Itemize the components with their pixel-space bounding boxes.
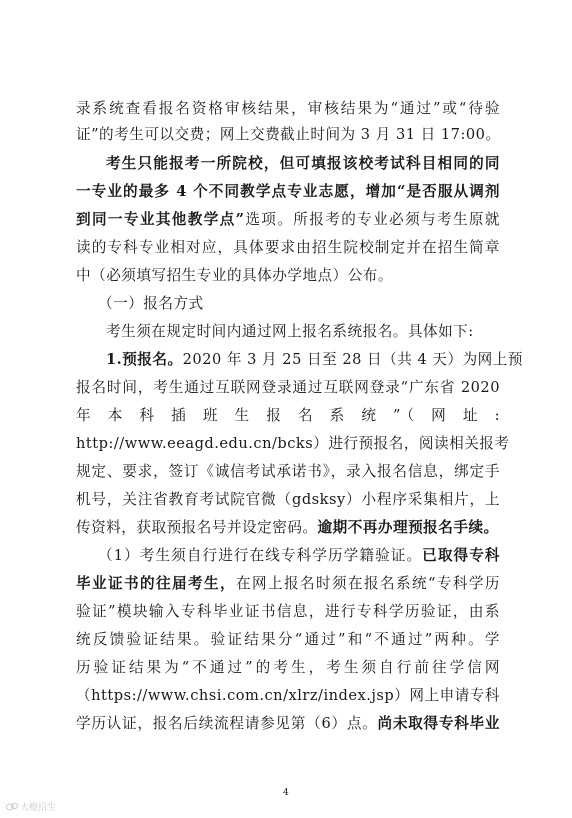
watermark bbox=[6, 800, 56, 813]
text-segment: 机号，关注省教育考试院官微（gdsksy）小程序采集相片，上 bbox=[76, 491, 500, 508]
text-segment: 读的专科专业相对应，具体要求由招生院校制定并在招生简章 bbox=[76, 239, 500, 256]
text-segment: （一）报名方式 bbox=[98, 295, 204, 312]
watermark-text: 大橙招生 bbox=[20, 803, 57, 813]
text-segment: 考生须在规定时间内通过网上报名系统报名。具体如下: bbox=[106, 323, 474, 340]
text-segment: 录系统查看报名资格审核结果，审核结果为“通过”或“待验 bbox=[76, 100, 500, 117]
section-heading bbox=[98, 297, 204, 312]
text-segment: http://www.eeagd.edu.cn/bcks）进行预报名，阅读相关报考 bbox=[76, 435, 510, 452]
text-segment: 规定、要求，签订《诚信考试承诺书》，录入报名信息，绑定手 bbox=[76, 463, 500, 480]
text-line bbox=[106, 325, 474, 340]
text-line bbox=[76, 128, 501, 143]
text-segment: （1）考生须自行进行在线专科学历学籍验证。 bbox=[98, 547, 423, 564]
text-line bbox=[76, 241, 500, 256]
watermark-logo-icon bbox=[6, 802, 18, 811]
url-line bbox=[76, 689, 500, 704]
text-segment: 历验证结果为“不通过”的考生，考生须自行前往学信网 bbox=[76, 659, 500, 676]
text-segment: 中（必须填写招生专业的具体办学地点）公布。 bbox=[76, 267, 393, 284]
text-line bbox=[76, 633, 500, 648]
text-segment: 统反馈验证结果。验证结果分“通过”和“不通过”两种。学 bbox=[76, 631, 500, 648]
bold-segment: 1.预报名。 bbox=[106, 351, 183, 368]
url-line bbox=[76, 435, 510, 452]
text-line bbox=[106, 351, 523, 368]
text-line bbox=[76, 102, 500, 117]
text-segment: 年 本 科 插 班 生 报 名 系 统 ”（ 网 址 : bbox=[76, 407, 500, 424]
bold-segment: 到同一专业其他教学点” bbox=[76, 211, 245, 228]
text-segment: 验证”模块输入专科毕业证书信息，进行专科学历验证，由系 bbox=[76, 603, 500, 620]
text-line bbox=[76, 185, 500, 200]
text-line bbox=[76, 493, 500, 508]
text-segment: 在网上报名时须在报名系统“专科学历 bbox=[236, 575, 500, 592]
text-segment: 2020 年 3 月 25 日至 28 日（共 4 天）为网上预 bbox=[182, 351, 523, 368]
text-line bbox=[76, 521, 499, 536]
bold-segment: 毕业证书的往届考生， bbox=[76, 575, 237, 592]
bold-segment: 逾期不再办理预报名手续。 bbox=[317, 519, 499, 536]
bold-segment: 已取得专科 bbox=[422, 547, 500, 564]
text-segment: 传资料，获取预报名号并设定密码。 bbox=[76, 519, 318, 536]
text-segment: （https://www.chsi.com.cn/xlrz/index.jsp）网上申请专科 bbox=[76, 687, 500, 704]
text-line bbox=[98, 549, 500, 564]
bold-segment: 考生只能报考一所院校，但可填报该校考试科目相同的同 bbox=[106, 155, 500, 172]
text-line bbox=[76, 269, 393, 284]
text-line bbox=[76, 213, 500, 228]
text-segment: 选项。所报考的专业必须与考生原就 bbox=[244, 211, 500, 228]
text-segment: 报名时间，考生通过互联网登录通过互联网登录“广东省 2020 bbox=[76, 379, 500, 396]
page-number: 4 bbox=[283, 788, 289, 798]
text-segment: 证”的考生可以交费；网上交费截止时间为 3 月 31 日 17:00。 bbox=[76, 126, 501, 143]
text-line bbox=[106, 157, 500, 172]
text-line bbox=[76, 409, 500, 424]
text-line bbox=[76, 661, 500, 676]
text-line bbox=[76, 465, 500, 480]
text-line bbox=[76, 381, 500, 396]
text-segment: 学历认证，报名后续流程请参见第（6）点。 bbox=[76, 715, 378, 732]
text-line bbox=[76, 605, 500, 620]
bold-segment: 一专业的最多 4 个不同教学点专业志愿，增加“是否服从调剂 bbox=[76, 183, 500, 200]
text-line bbox=[76, 717, 500, 732]
text-line bbox=[76, 577, 500, 592]
bold-segment: 尚未取得专科毕业 bbox=[377, 715, 500, 732]
